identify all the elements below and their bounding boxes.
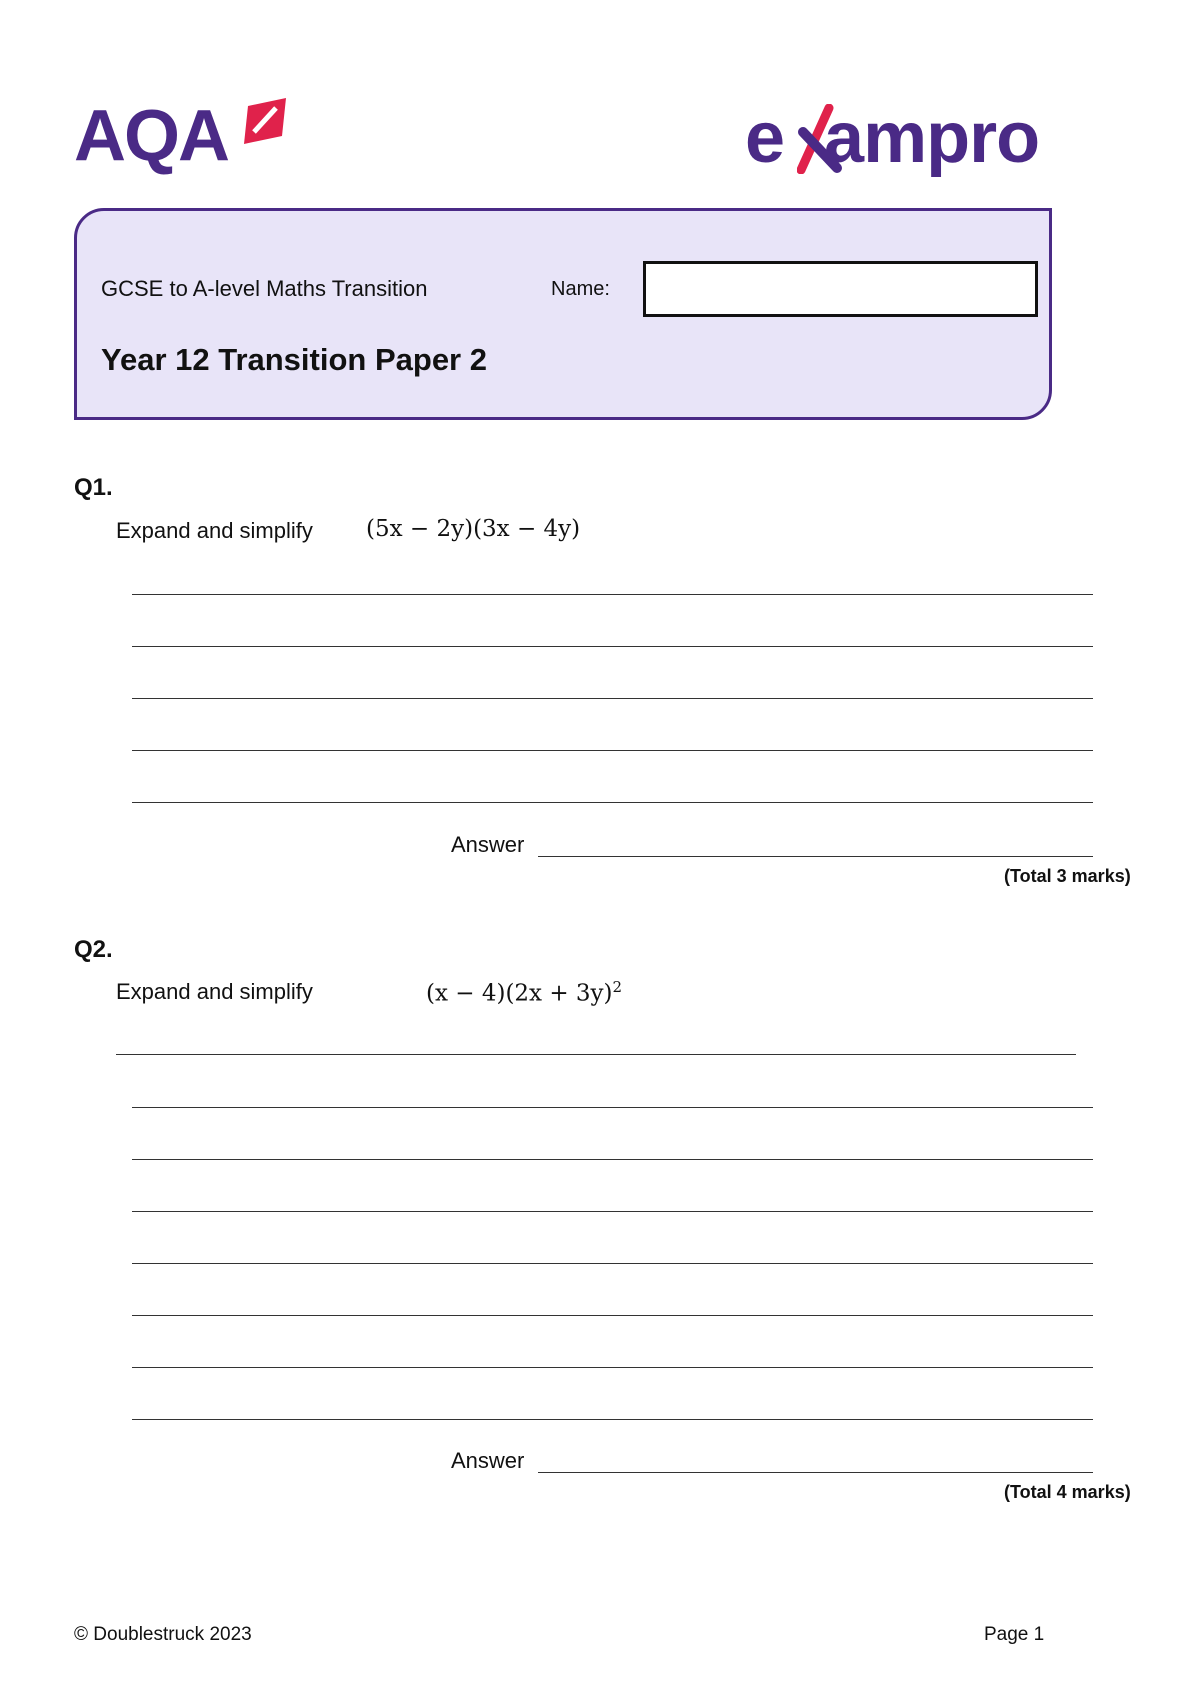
- exampro-x-icon: [797, 104, 843, 174]
- q2-total-marks: (Total 4 marks): [1004, 1482, 1131, 1502]
- paper-title: Year 12 Transition Paper 2: [101, 342, 487, 377]
- exampro-logo: [745, 96, 1055, 180]
- q2-answer-label: Answer: [451, 1448, 525, 1473]
- q1-total-marks: (Total 3 marks): [1004, 866, 1131, 886]
- q1-answer-label: Answer: [451, 832, 525, 857]
- q2-expression: [426, 978, 622, 1007]
- footer-page-number: Page 1: [984, 1624, 1045, 1645]
- q2-working-line[interactable]: [132, 1367, 1093, 1368]
- q1-working-line[interactable]: [132, 646, 1093, 647]
- q2-working-line[interactable]: [132, 1107, 1093, 1108]
- course-subtitle: GCSE to A-level Maths Transition: [101, 276, 428, 301]
- q1-working-line[interactable]: [132, 594, 1093, 595]
- name-field[interactable]: [643, 261, 1038, 317]
- q1-expression: (5x − 2y)(3x − 4y): [366, 516, 581, 542]
- q2-working-line[interactable]: [132, 1211, 1093, 1212]
- q2-expression-power: 2: [612, 978, 623, 996]
- q2-working-line[interactable]: [132, 1419, 1093, 1420]
- q1-label: Q1.: [74, 474, 113, 501]
- q1-working-line[interactable]: [132, 802, 1093, 803]
- q2-working-line[interactable]: [116, 1054, 1076, 1055]
- q2-working-line[interactable]: [132, 1263, 1093, 1264]
- q1-answer-line[interactable]: [538, 856, 1093, 857]
- q2-instruction: Expand and simplify: [116, 979, 313, 1004]
- q2-answer-line[interactable]: [538, 1472, 1093, 1473]
- exampro-logo-text-post: ampro: [824, 98, 1040, 178]
- q1-instruction: Expand and simplify: [116, 518, 313, 543]
- q2-working-line[interactable]: [132, 1159, 1093, 1160]
- q1-working-line[interactable]: [132, 750, 1093, 751]
- q1-working-line[interactable]: [132, 698, 1093, 699]
- q2-expression-base: (x − 4)(2x + 3y): [426, 980, 613, 1007]
- q2-working-line[interactable]: [132, 1315, 1093, 1316]
- aqa-logo-text: AQA: [74, 96, 228, 176]
- q2-label: Q2.: [74, 936, 113, 963]
- name-label: Name:: [551, 278, 610, 300]
- aqa-flag-icon: [242, 96, 290, 146]
- exampro-logo-text-pre: e: [745, 98, 785, 178]
- aqa-logo: [74, 96, 304, 176]
- footer-copyright: © Doublestruck 2023: [74, 1624, 252, 1645]
